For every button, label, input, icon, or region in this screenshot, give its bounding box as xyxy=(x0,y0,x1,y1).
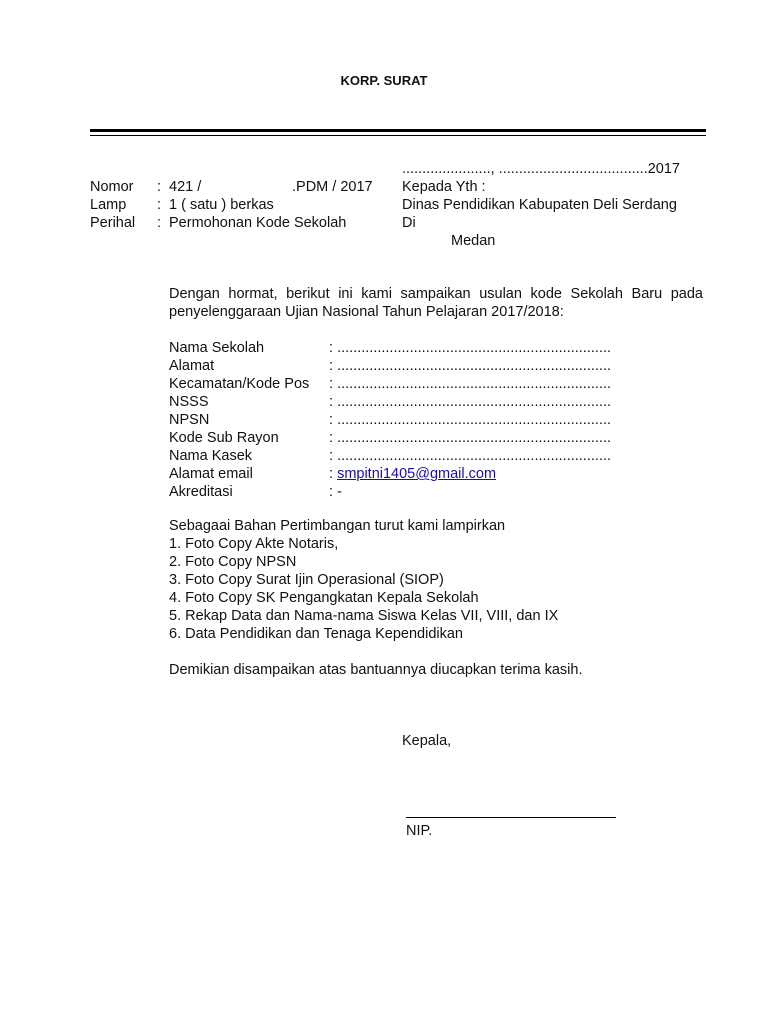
nomor-colon: : xyxy=(157,179,162,195)
recipient-city: Medan xyxy=(451,233,496,249)
list-item: 2. Foto Copy NPSN xyxy=(169,554,297,570)
lamp-label: Lamp xyxy=(90,197,127,213)
list-item: 6. Data Pendidikan dan Tenaga Kependidikan xyxy=(169,626,463,642)
field-value: : smpitni1405@gmail.com xyxy=(329,466,497,482)
nomor-suffix: .PDM / 2017 xyxy=(292,179,373,195)
signature-nip: NIP. xyxy=(406,823,433,839)
list-item: 3. Foto Copy Surat Ijin Operasional (SIOP) xyxy=(169,572,444,588)
list-item: 4. Foto Copy SK Pengangkatan Kepala Sekolah xyxy=(169,590,479,606)
perihal-label: Perihal xyxy=(90,215,136,231)
recipient-di: Di xyxy=(402,215,416,231)
field-label: NSSS xyxy=(169,394,209,410)
lamp-colon: : xyxy=(157,197,162,213)
header-rule-thick xyxy=(90,129,706,132)
field-label: Kecamatan/Kode Pos xyxy=(169,376,310,392)
field-label: NPSN xyxy=(169,412,210,428)
nomor-number: 421 / xyxy=(169,179,202,195)
intro-paragraph: Dengan hormat, berikut ini kami sampaikan usulan kode Sekolah Baru pada penyelenggaraan Ujian Nasional Tahun Pelajaran 2017/2018: xyxy=(169,286,703,320)
field-value: : .................................................................... xyxy=(329,448,612,464)
lamp-value: 1 ( satu ) berkas xyxy=(169,197,274,213)
document-title: KORP. SURAT xyxy=(340,73,428,88)
closing-text: Demikian disampaikan atas bantuannya diucapkan terima kasih. xyxy=(169,662,583,678)
perihal-colon: : xyxy=(157,215,162,231)
email-link[interactable]: smpitni1405@gmail.com xyxy=(337,466,497,482)
perihal-value: Permohonan Kode Sekolah xyxy=(169,215,347,231)
field-value: : .................................................................... xyxy=(329,394,612,410)
header-rule-thin xyxy=(90,135,706,136)
recipient-name: Dinas Pendidikan Kabupaten Deli Serdang xyxy=(402,197,677,213)
field-value: : - xyxy=(329,484,342,500)
list-item: 5. Rekap Data dan Nama-nama Siswa Kelas VII, VIII, dan IX xyxy=(169,608,559,624)
signature-title: Kepala, xyxy=(402,733,452,749)
field-label: Nama Sekolah xyxy=(169,340,265,356)
field-label: Alamat email xyxy=(169,466,253,482)
field-value: : .................................................................... xyxy=(329,358,612,374)
field-value: : .................................................................... xyxy=(329,376,612,392)
attachments-intro: Sebagaai Bahan Pertimbangan turut kami lampirkan xyxy=(169,518,506,534)
field-label: Alamat xyxy=(169,358,215,374)
field-label: Akreditasi xyxy=(169,484,233,500)
field-value: : .................................................................... xyxy=(329,412,612,428)
field-label: Kode Sub Rayon xyxy=(169,430,279,446)
nomor-label: Nomor xyxy=(90,179,134,195)
field-value: : .................................................................... xyxy=(329,430,612,446)
date-line: ......................, .....................................2017 xyxy=(402,161,680,177)
signature-line xyxy=(406,805,616,818)
list-item: 1. Foto Copy Akte Notaris, xyxy=(169,536,339,552)
field-label: Nama Kasek xyxy=(169,448,253,464)
field-value: : .................................................................... xyxy=(329,340,612,356)
recipient-greeting: Kepada Yth : xyxy=(402,179,486,195)
